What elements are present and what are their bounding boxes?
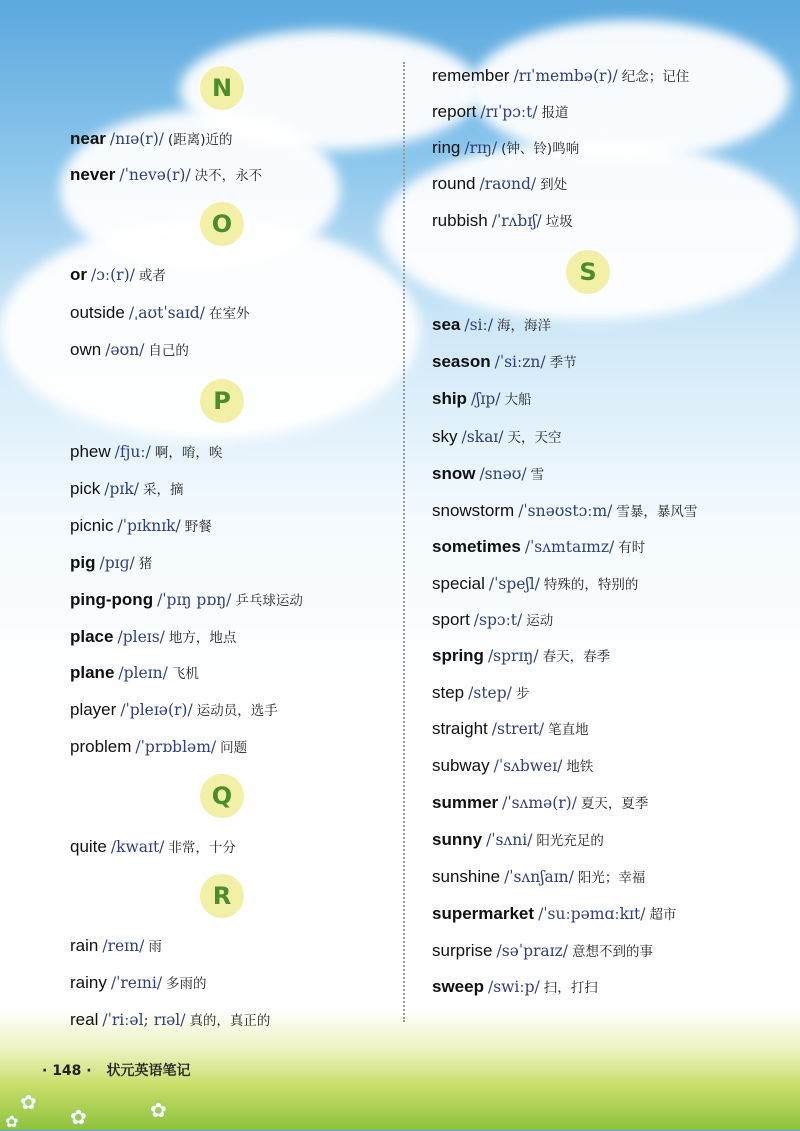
chinese-meaning: 乒乓球运动 [235, 593, 303, 609]
phonetic-transcription: /step/ [468, 684, 512, 702]
chinese-meaning: 有时 [618, 540, 646, 556]
vocab-word: plane [70, 663, 115, 682]
vocab-word: problem [70, 737, 132, 756]
vocab-word: subway [432, 756, 490, 775]
chinese-meaning: 纪念；记住 [621, 69, 690, 85]
vocab-entry [432, 645, 610, 668]
vocab-entry [70, 736, 247, 759]
section-letter-badge: N [200, 66, 244, 110]
vocab-entry [432, 866, 645, 889]
flower-icon: ✿ [70, 1105, 87, 1129]
chinese-meaning: 阳光；幸福 [577, 870, 646, 886]
vocab-word: season [432, 352, 491, 371]
vocab-word: sweep [432, 977, 484, 996]
phonetic-transcription: /siː/ [464, 316, 493, 334]
chinese-meaning: 地方，地点 [168, 630, 237, 646]
phonetic-transcription: /ˈsʌmtaɪmz/ [524, 538, 615, 556]
chinese-meaning: 天，天空 [507, 430, 562, 446]
vocab-entry [432, 137, 579, 160]
phonetic-transcription: /ˌaʊtˈsaɪd/ [128, 304, 205, 322]
chinese-meaning: 地铁 [566, 759, 594, 775]
phonetic-transcription: /ˈsuːpəmɑːkɪt/ [538, 905, 646, 923]
vocab-word: phew [70, 442, 111, 461]
chinese-meaning: 雨 [148, 939, 162, 955]
vocab-word: report [432, 102, 477, 121]
phonetic-transcription: /ˈsʌnʃaɪn/ [504, 868, 574, 886]
vocab-word: remember [432, 66, 510, 85]
phonetic-transcription: /spɔːt/ [473, 611, 523, 629]
phonetic-transcription: /fjuː/ [114, 443, 151, 461]
vocab-entry [70, 264, 166, 287]
chinese-meaning: 夏天，夏季 [580, 796, 649, 812]
phonetic-transcription: /rɪˈpɔːt/ [480, 103, 538, 121]
vocab-word: rubbish [432, 211, 488, 230]
vocab-entry [432, 976, 598, 999]
section-letter-badge: Q [200, 774, 244, 818]
vocab-word: sunshine [432, 867, 501, 886]
vocab-word: player [70, 700, 117, 719]
vocab-word: pig [70, 553, 96, 572]
vocab-entry [432, 314, 551, 337]
phonetic-transcription: /streɪt/ [491, 720, 545, 738]
vocab-entry [70, 339, 189, 362]
chinese-meaning: 季节 [549, 355, 577, 371]
phonetic-transcription: /ɔː(r)/ [91, 266, 135, 284]
chinese-meaning: 报道 [541, 105, 569, 121]
page-footer [42, 1060, 190, 1080]
phonetic-transcription: /ˈpɪknɪk/ [117, 517, 181, 535]
chinese-meaning: 真的，真正的 [189, 1013, 271, 1029]
chinese-meaning: 步 [515, 686, 530, 702]
phonetic-transcription: /rɪˈmembə(r)/ [513, 67, 618, 85]
vocab-word: pick [70, 479, 101, 498]
vocab-word: own [70, 340, 102, 359]
section-letter-badge: S [566, 250, 610, 294]
chinese-meaning: 决不，永不 [194, 168, 263, 184]
vocab-entry [432, 536, 645, 559]
vocab-entry [432, 829, 604, 852]
vocab-word: never [70, 165, 116, 184]
flower-icon: ✿ [150, 1098, 167, 1122]
chinese-meaning: 雪暴，暴风雪 [616, 504, 698, 520]
phonetic-transcription: /pleɪs/ [117, 628, 165, 646]
chinese-meaning: 大船 [504, 392, 532, 408]
vocab-word: sea [432, 315, 461, 334]
chinese-meaning: 运动 [526, 613, 554, 629]
vocab-entry [432, 792, 648, 815]
phonetic-transcription: /səˈpraɪz/ [496, 942, 568, 960]
vocab-word: ring [432, 138, 461, 157]
vocab-word: round [432, 174, 476, 193]
phonetic-transcription: /əʊn/ [105, 341, 145, 359]
phonetic-transcription: /ˈspeʃl/ [488, 575, 540, 593]
phonetic-transcription: /snəʊ/ [479, 465, 527, 483]
vocab-entry [432, 426, 562, 449]
chinese-meaning: 飞机 [171, 666, 199, 682]
vocab-entry [70, 164, 262, 187]
chinese-meaning: 采，摘 [142, 482, 184, 498]
vocab-entry [432, 101, 569, 124]
vocab-entry [70, 662, 199, 685]
vocab-word: sunny [432, 830, 483, 849]
vocab-word: snowstorm [432, 501, 515, 520]
vocab-word: step [432, 683, 465, 702]
phonetic-transcription: /reɪn/ [102, 937, 145, 955]
vocab-word: real [70, 1010, 99, 1029]
chinese-meaning: 到处 [540, 177, 568, 193]
section-letter-badge: O [200, 202, 244, 246]
chinese-meaning: 雪 [530, 467, 545, 483]
vocab-entry [70, 935, 162, 958]
phonetic-transcription: /ˈsnəʊstɔːm/ [518, 502, 613, 520]
vocab-entry [432, 682, 529, 705]
vocab-entry [432, 65, 689, 88]
vocab-entry [432, 500, 697, 523]
vocab-word: straight [432, 719, 488, 738]
phonetic-transcription: /ˈprɒbləm/ [135, 738, 217, 756]
phonetic-transcription: /ˈrʌbɪʃ/ [491, 212, 542, 230]
vocab-word: sky [432, 427, 458, 446]
chinese-meaning: 在室外 [208, 306, 250, 322]
book-title: 状元英语笔记 [106, 1063, 191, 1079]
phonetic-transcription: /ˈsʌmə(r)/ [502, 794, 577, 812]
vocab-entry [432, 609, 553, 632]
vocab-entry [70, 478, 183, 501]
chinese-meaning: 自己的 [148, 343, 189, 359]
vocab-word: supermarket [432, 904, 535, 923]
chinese-meaning: 垃圾 [545, 214, 573, 230]
vocab-word: ping-pong [70, 590, 154, 609]
vocab-entry [70, 626, 236, 649]
phonetic-transcription: /ʃɪp/ [470, 390, 501, 408]
vocab-word: spring [432, 646, 484, 665]
vocab-entry [70, 515, 212, 538]
vocab-entry [70, 1009, 270, 1032]
chinese-meaning: 猪 [138, 556, 153, 572]
vocab-entry [432, 573, 638, 596]
vocab-word: rainy [70, 973, 107, 992]
chinese-meaning: 啊，唷，唉 [154, 445, 223, 461]
phonetic-transcription: /ˈsiːzn/ [494, 353, 546, 371]
vocab-entry [70, 552, 152, 575]
column-divider [403, 62, 405, 1022]
vocab-entry [432, 463, 544, 486]
phonetic-transcription: /ˈsʌni/ [486, 831, 533, 849]
vocab-word: or [70, 265, 87, 284]
section-letter-badge: R [200, 874, 244, 918]
vocab-entry [432, 210, 573, 233]
phonetic-transcription: /ˈpɪŋ pɒŋ/ [157, 591, 232, 609]
chinese-meaning: 意想不到的事 [572, 944, 653, 960]
vocab-word: ship [432, 389, 467, 408]
vocab-word: place [70, 627, 114, 646]
phonetic-transcription: /ˈsʌbweɪ/ [493, 757, 563, 775]
vocab-word: surprise [432, 941, 493, 960]
phonetic-transcription: /sprɪŋ/ [487, 647, 539, 665]
phonetic-transcription: /kwaɪt/ [110, 838, 165, 856]
vocab-entry [70, 836, 236, 859]
vocab-entry [432, 940, 653, 963]
phonetic-transcription: /pleɪn/ [118, 664, 168, 682]
vocab-entry [70, 972, 207, 995]
flower-icon: ✿ [5, 1112, 19, 1131]
chinese-meaning: 超市 [649, 907, 677, 923]
vocab-entry [432, 903, 676, 926]
chinese-meaning: 笔直地 [548, 722, 589, 738]
chinese-meaning: 野餐 [184, 519, 212, 535]
page-number: · 148 · [42, 1063, 92, 1079]
vocab-word: special [432, 574, 485, 593]
phonetic-transcription: /rɪŋ/ [464, 139, 498, 157]
vocab-entry [70, 441, 222, 464]
chinese-meaning: 扫，打扫 [543, 980, 598, 996]
vocab-entry [432, 351, 577, 374]
vocab-word: near [70, 129, 106, 148]
vocab-entry [432, 755, 593, 778]
phonetic-transcription: /ˈpleɪə(r)/ [120, 701, 193, 719]
chinese-meaning: 春天，春季 [542, 649, 611, 665]
vocab-word: sport [432, 610, 470, 629]
phonetic-transcription: /swiːp/ [487, 978, 540, 996]
phonetic-transcription: /skaɪ/ [461, 428, 504, 446]
chinese-meaning: 非常，十分 [168, 840, 236, 856]
section-letter-badge: P [200, 379, 244, 423]
vocab-entry [432, 173, 567, 196]
chinese-meaning: (距离)近的 [167, 132, 233, 148]
vocab-word: quite [70, 837, 107, 856]
vocab-entry [432, 718, 589, 741]
phonetic-transcription: /nɪə(r)/ [109, 130, 164, 148]
chinese-meaning: 阳光充足的 [536, 833, 604, 849]
chinese-meaning: 运动员，选手 [196, 703, 278, 719]
vocab-word: picnic [70, 516, 114, 535]
chinese-meaning: 多雨的 [166, 976, 207, 992]
vocab-word: rain [70, 936, 99, 955]
vocab-entry [70, 699, 278, 722]
phonetic-transcription: /ˈreɪni/ [110, 974, 163, 992]
vocab-entry [70, 128, 233, 151]
chinese-meaning: 问题 [220, 740, 248, 756]
chinese-meaning: 海，海洋 [496, 318, 551, 334]
vocab-word: summer [432, 793, 499, 812]
vocab-entry [70, 302, 249, 325]
phonetic-transcription: /pɪk/ [104, 480, 139, 498]
flower-icon: ✿ [20, 1090, 37, 1114]
phonetic-transcription: /raʊnd/ [479, 175, 537, 193]
vocab-entry [432, 388, 532, 411]
vocab-word: outside [70, 303, 125, 322]
vocab-entry [70, 589, 303, 612]
phonetic-transcription: /ˈnevə(r)/ [119, 166, 191, 184]
phonetic-transcription: /ˈriːəl; rɪəl/ [102, 1011, 186, 1029]
chinese-meaning: (钟、铃)鸣响 [501, 141, 580, 157]
chinese-meaning: 或者 [138, 268, 166, 284]
vocab-word: sometimes [432, 537, 521, 556]
vocab-word: snow [432, 464, 476, 483]
phonetic-transcription: /pɪɡ/ [99, 554, 135, 572]
chinese-meaning: 特殊的，特别的 [543, 577, 639, 593]
